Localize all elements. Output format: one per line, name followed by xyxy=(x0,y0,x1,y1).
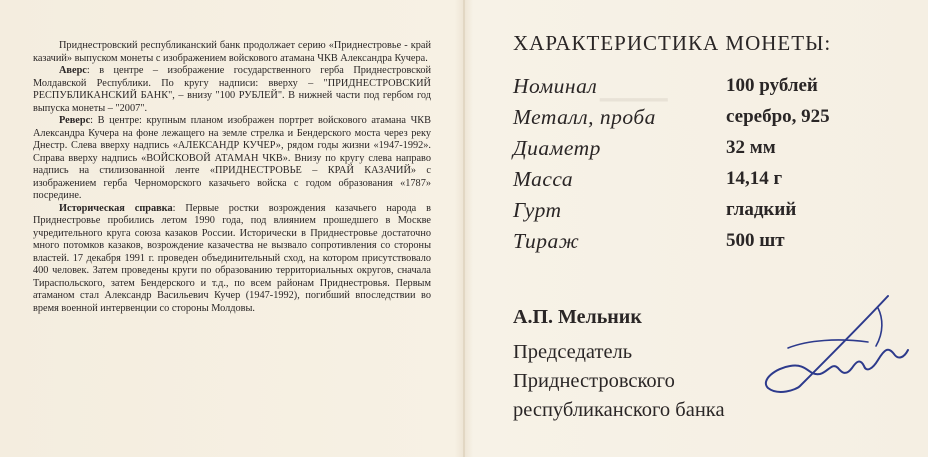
spec-row-mintage xyxy=(513,229,893,260)
obverse-label: Аверс xyxy=(59,65,87,76)
spec-value: гладкий xyxy=(726,199,797,220)
reverse-label: Реверс xyxy=(59,115,91,126)
center-fold xyxy=(463,0,465,457)
signer-title xyxy=(513,338,725,425)
spec-label: Масса xyxy=(513,167,574,191)
spec-value: 14,14 г xyxy=(726,168,783,189)
spec-value: 100 рублей xyxy=(726,75,818,96)
history-label: Историческая справка xyxy=(59,202,173,214)
obverse-paragraph xyxy=(33,65,431,115)
reverse-paragraph xyxy=(33,115,431,203)
specs-table xyxy=(513,74,893,260)
signer-title-line: республиканского банка xyxy=(513,399,725,421)
show-through-mark: ▁▁▁▁ xyxy=(600,76,668,101)
signer-title-line: Председатель xyxy=(513,341,633,363)
history-text: : Первые ростки возрождения казачьего народа в Приднестровье пробились летом 1990 года, под влиянием прошедшего в Москве учредительного круга союза казаков России. Исторически в Приднестровье достаточно много потомков казаков, возрождение казачества не вызвало сопротивления со стороны властей. 17 декабря 1991 г. проведен объединительный сход, на котором присутствовало 400 человек. Затем проведены круги по образованию территориальных округов, сначала Тираспольского, затем Бендерского и т.д., по всем районам Приднестровья. Первым атаманом стал Александр Васильевич Кучер (1947-1992), погибший впоследствии во время военной интервенции со стороны Молдовы. xyxy=(33,202,431,314)
reverse-text: : В центре: крупным планом изображен портрет войскового атамана ЧКВ Александра Кучера на фоне лежащего на земле стрелка и Бендерского моста через реку Днестр. Слева вверху надпись «АЛЕКСАНДР КУЧЕР», рядом годы жизни «1947-1992». Справа вверху надпись «ВОЙСКОВОЙ АТАМАН ЧКВ». Внизу по кругу слева направо надпись на стилизованной ленте «ПРИДНЕСТРОВЬЕ – КРАЙ КАЗАЧИЙ» с изображением герба Черноморского казачьего войска с годом образования «1787» посредине. xyxy=(33,115,431,201)
signer-name: А.П. Мельник xyxy=(513,306,642,328)
obverse-text: : в центре – изображение государственного герба Приднестровской Молдавской Республики. По кругу надписи: вверху – "ПРИДНЕСТРОВСКИЙ РЕСПУБЛИКАНСКИЙ БАНК", – внизу "100 РУБЛЕЙ". В нижней части под гербом год выпуска монеты – "2007". xyxy=(33,65,431,114)
spec-value: серебро, 925 xyxy=(726,106,830,127)
spec-row-metal xyxy=(513,105,893,136)
history-paragraph xyxy=(33,203,431,316)
spec-label: Гурт xyxy=(513,198,562,222)
signer-title-line: Приднестровского xyxy=(513,370,675,392)
spec-label: Диаметр xyxy=(513,136,601,160)
spec-label: Металл, проба xyxy=(513,105,656,129)
spec-row-nominal xyxy=(513,74,893,105)
spec-label: Номинал xyxy=(513,74,598,98)
spec-row-diameter xyxy=(513,136,893,167)
spec-row-mass xyxy=(513,167,893,198)
characteristics-heading: ХАРАКТЕРИСТИКА МОНЕТЫ: xyxy=(513,31,832,55)
intro-paragraph: Приднестровский республиканский банк продолжает серию «Приднестровье - край казачий» выпуском монеты с изображением войскового атамана ЧКВ Александра Кучера. xyxy=(33,40,431,64)
coin-description xyxy=(33,40,431,315)
spec-row-edge xyxy=(513,198,893,229)
spec-label: Тираж xyxy=(513,229,580,253)
handwritten-signature xyxy=(738,288,913,408)
spec-value: 500 шт xyxy=(726,230,785,251)
spec-value: 32 мм xyxy=(726,137,776,158)
